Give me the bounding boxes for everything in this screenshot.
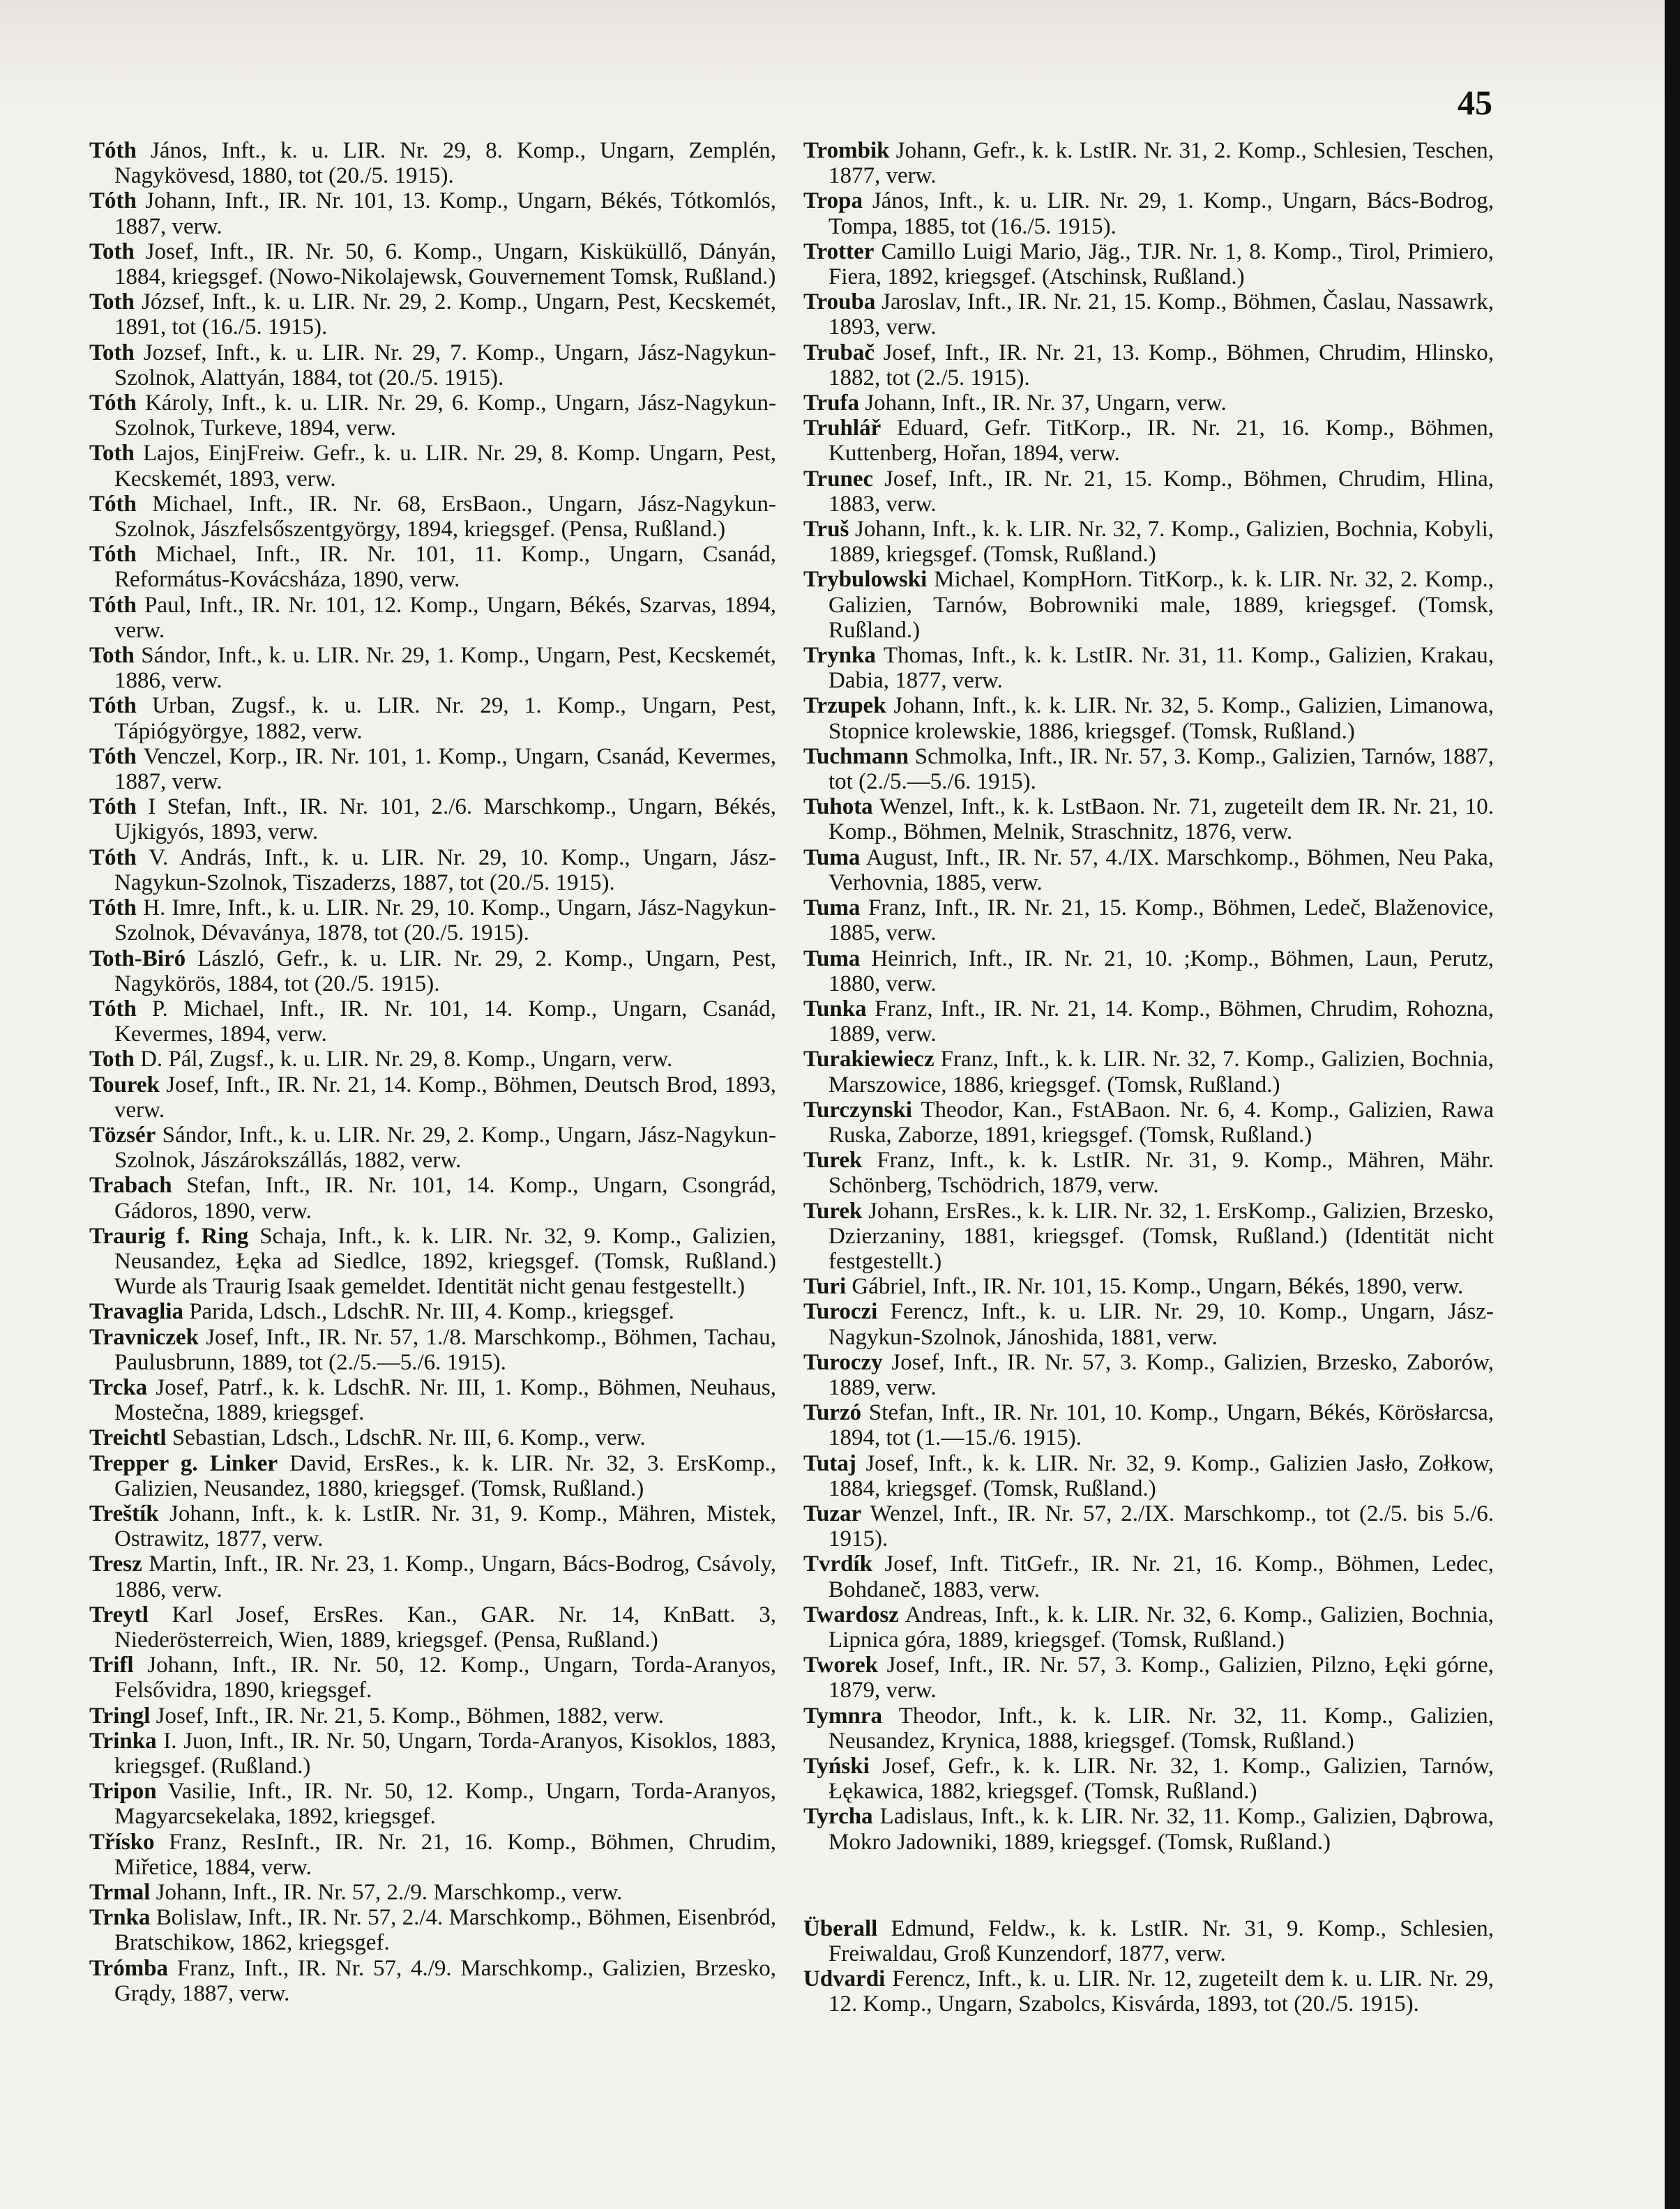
entry-surname: Toth: [89, 643, 135, 669]
right-column: [803, 138, 1494, 2017]
entry-surname: Trcka: [89, 1374, 148, 1400]
list-entry: [803, 1551, 1494, 1602]
entry-surname: Trufa: [803, 390, 860, 416]
entry-surname: Twardosz: [803, 1602, 899, 1627]
list-entry: [803, 1754, 1494, 1804]
list-entry: [89, 1729, 776, 1779]
list-entry: [803, 1199, 1494, 1275]
entry-surname: Toth: [89, 441, 135, 466]
list-entry: [89, 794, 776, 844]
entry-surname: Travaglia: [89, 1299, 184, 1325]
entry-details: Paul, Inft., IR. Nr. 101, 12. Komp., Ungarn, Békés, Szarvas, 1894, verw.: [114, 592, 777, 643]
entry-details: Venczel, Korp., IR. Nr. 101, 1. Komp., Ungarn, Csanád, Kevermes, 1887, verw.: [114, 743, 777, 795]
entry-surname: Treytl: [89, 1602, 149, 1627]
entry-surname: Trzupek: [803, 693, 886, 719]
entry-details: Ladislaus, Inft., k. k. LIR. Nr. 32, 11. Komp., Galizien, Dąbrowa, Mokro Jadowniki, 1889, kriegsgef. (Tomsk, Rußland.): [828, 1804, 1494, 1855]
list-entry: [803, 1047, 1494, 1097]
entry-surname: Tringl: [89, 1703, 151, 1729]
entry-surname: Tuma: [803, 844, 861, 870]
list-entry: [89, 1703, 776, 1729]
entry-surname: Turek: [803, 1148, 863, 1174]
list-entry: [803, 1966, 1494, 2017]
entry-details: Franz, Inft., k. k. LstIR. Nr. 31, 9. Komp., Mähren, Mähr. Schönberg, Tschödrich, 1879, verw.: [828, 1148, 1494, 1199]
entry-surname: Tripon: [89, 1779, 157, 1805]
list-entry: [803, 138, 1494, 188]
entry-surname: Tuzar: [803, 1501, 862, 1526]
entry-surname: Tóth: [89, 693, 137, 719]
entry-surname: Tóth: [89, 794, 137, 820]
list-entry: [803, 466, 1494, 517]
entry-details: Stefan, Inft., IR. Nr. 101, 10. Komp., Ungarn, Békés, Körösłarcsa, 1894, tot (1.—15./6. 1915).: [828, 1400, 1494, 1451]
list-entry: [89, 1325, 776, 1375]
left-column: [89, 138, 776, 2006]
entry-surname: Tworek: [803, 1653, 878, 1678]
list-entry: [803, 416, 1494, 466]
list-entry: [89, 1602, 776, 1653]
entry-surname: Toth: [89, 289, 135, 315]
entry-surname: Trifl: [89, 1653, 134, 1678]
list-entry: [803, 1350, 1494, 1400]
entry-details: Thomas, Inft., k. k. LstIR. Nr. 31, 11. Komp., Galizien, Krakau, Dabia, 1877, verw.: [828, 643, 1494, 694]
entry-details: Johann, Inft., IR. Nr. 57, 2./9. Marschkomp., verw.: [156, 1880, 623, 1906]
entry-details: Michael, Inft., IR. Nr. 68, ErsBaon., Ungarn, Jász-Nagykun-Szolnok, Jászfelsőszentgyörgy, 1894, kriegsgef. (Pensa, Rußland.): [114, 491, 776, 542]
list-entry: [89, 1830, 776, 1880]
entry-surname: Trybulowski: [803, 567, 928, 593]
entry-details: Franz, Inft., k. k. LIR. Nr. 32, 7. Komp., Galizien, Bochnia, Marszowice, 1886, kriegsgef. (Tomsk, Rußland.): [828, 1047, 1494, 1098]
entry-details: Gábriel, Inft., IR. Nr. 101, 15. Komp., Ungarn, Békés, 1890, verw.: [852, 1274, 1464, 1300]
list-entry: [89, 1299, 776, 1324]
entry-surname: Tuhota: [803, 794, 873, 820]
list-entry: [803, 239, 1494, 289]
list-entry: [803, 1148, 1494, 1198]
list-entry: [89, 1956, 776, 2006]
entry-surname: Trunec: [803, 466, 874, 492]
entry-details: Josef, Inft., IR. Nr. 21, 14. Komp., Böhmen, Deutsch Brod, 1893, verw.: [114, 1072, 777, 1123]
entry-details: Josef, Inft., k. k. LIR. Nr. 32, 9. Komp., Galizien Jasło, Zołkow, 1884, kriegsgef. (Tomsk, Rußland.): [828, 1450, 1494, 1501]
entry-surname: Tuma: [803, 946, 861, 971]
list-entry: [89, 845, 776, 895]
entry-surname: Trmal: [89, 1880, 151, 1906]
entry-details: Theodor, Inft., k. k. LIR. Nr. 32, 11. Komp., Galizien, Neusandez, Krynica, 1888, kriegsgef. (Tomsk, Rußland.): [828, 1703, 1494, 1754]
entry-surname: Trabach: [89, 1173, 172, 1199]
list-entry: [89, 542, 776, 592]
list-entry: [803, 996, 1494, 1047]
entry-details: Martin, Inft., IR. Nr. 23, 1. Komp., Ungarn, Bács-Bodrog, Csávoly, 1886, verw.: [114, 1551, 777, 1602]
entry-surname: Tresz: [89, 1551, 142, 1577]
list-entry: [89, 340, 776, 390]
entry-surname: Trubač: [803, 340, 875, 365]
entry-details: Sándor, Inft., k. u. LIR. Nr. 29, 2. Komp., Ungarn, Jász-Nagykun-Szolnok, Jászárokszállás, 1882, verw.: [114, 1122, 776, 1174]
entry-surname: Treichtl: [89, 1425, 167, 1451]
entry-surname: Tóth: [89, 996, 137, 1022]
letter-section-gap: [803, 1855, 1494, 1916]
list-entry: [803, 845, 1494, 895]
list-entry: [89, 138, 776, 188]
entry-details: I. Juon, Inft., IR. Nr. 50, Ungarn, Torda-Aranyos, Kisoklos, 1883, kriegsgef. (Rußland.): [114, 1728, 776, 1779]
entry-details: Johann, Inft., IR. Nr. 37, Ungarn, verw.: [865, 390, 1227, 416]
entry-details: Michael, KompHorn. TitKorp., k. k. LIR. Nr. 32, 2. Komp., Galizien, Tarnów, Bobrowniki male, 1889, kriegsgef. (Tomsk, Rußland.): [828, 567, 1494, 643]
entry-details: Johann, Gefr., k. k. LstIR. Nr. 31, 2. Komp., Schlesien, Teschen, 1877, verw.: [828, 138, 1494, 189]
entry-details: Eduard, Gefr. TitKorp., IR. Nr. 21, 16. Komp., Böhmen, Kuttenberg, Hořan, 1894, verw.: [828, 416, 1494, 466]
entry-details: P. Michael, Inft., IR. Nr. 101, 14. Komp., Ungarn, Csanád, Kevermes, 1894, verw.: [114, 996, 777, 1047]
entry-details: Franz, Inft., IR. Nr. 57, 4./9. Marschkomp., Galizien, Brzesko, Grądy, 1887, verw.: [114, 1955, 776, 2006]
list-entry: [89, 1779, 776, 1829]
list-entry: [89, 946, 776, 996]
entry-surname: Tóth: [89, 390, 137, 416]
list-entry: [803, 643, 1494, 693]
list-entry: [89, 895, 776, 946]
entry-surname: Traurig f. Ring: [89, 1223, 249, 1249]
entry-surname: Trnka: [89, 1905, 151, 1931]
entry-details: August, Inft., IR. Nr. 57, 4./IX. Marschkomp., Böhmen, Neu Paka, Verhovnia, 1885, verw.: [828, 844, 1494, 895]
entry-surname: Tymnra: [803, 1703, 883, 1729]
entry-surname: Tóth: [89, 844, 137, 870]
entry-details: Josef, Inft., IR. Nr. 21, 15. Komp., Böhmen, Chrudim, Hlina, 1883, verw.: [828, 466, 1494, 517]
entry-surname: Tóth: [89, 743, 137, 769]
entry-details: V. András, Inft., k. u. LIR. Nr. 29, 10. Komp., Ungarn, Jász-Nagykun-Szolnok, Tiszaderzs, 1887, tot (20./5. 1915).: [114, 844, 777, 895]
list-entry: [803, 946, 1494, 996]
list-entry: [89, 1501, 776, 1551]
entry-details: Camillo Luigi Mario, Jäg., TJR. Nr. 1, 8. Komp., Tirol, Primiero, Fiera, 1892, kriegsgef. (Atschinsk, Rußland.): [828, 238, 1494, 290]
list-entry: [89, 1173, 776, 1223]
entry-details: Sebastian, Ldsch., LdschR. Nr. III, 6. Komp., verw.: [172, 1425, 646, 1451]
entry-surname: Udvardi: [803, 1966, 886, 1992]
entry-details: Johann, Inft., IR. Nr. 101, 13. Komp., Ungarn, Békés, Tótkomlós, 1887, verw.: [114, 188, 776, 239]
entry-surname: Turakiewiecz: [803, 1047, 934, 1072]
entry-surname: Turczynski: [803, 1097, 912, 1123]
list-entry: [803, 1274, 1494, 1299]
entry-details: Franz, Inft., IR. Nr. 21, 14. Komp., Böhmen, Chrudim, Rohozna, 1889, verw.: [828, 996, 1494, 1047]
entry-surname: Tóth: [89, 188, 137, 214]
list-entry: [89, 1425, 776, 1450]
entry-details: Johann, Inft., k. k. LstIR. Nr. 31, 9. Komp., Mähren, Mistek, Ostrawitz, 1877, verw.: [114, 1501, 777, 1552]
list-entry: [803, 1400, 1494, 1450]
entry-details: Károly, Inft., k. u. LIR. Nr. 29, 6. Komp., Ungarn, Jász-Nagykun-Szolnok, Turkeve, 1894, verw.: [114, 390, 777, 441]
entry-surname: Tunka: [803, 996, 867, 1022]
entry-surname: Třísko: [89, 1829, 155, 1855]
list-entry: [803, 1299, 1494, 1349]
list-entry: [89, 1880, 776, 1905]
entry-details: Schmolka, Inft., IR. Nr. 57, 3. Komp., Galizien, Tarnów, 1887, tot (2./5.—5./6. 1915).: [828, 743, 1494, 795]
entry-surname: Toth-Biró: [89, 946, 186, 971]
entry-details: Johann, ErsRes., k. k. LIR. Nr. 32, 1. ErsKomp., Galizien, Brzesko, Dzierzaniny, 1881, kriegsgef. (Tomsk, Rußland.) (Identität nicht festgestellt.): [828, 1198, 1494, 1274]
scan-edge: [1665, 0, 1680, 2209]
entry-surname: Tóth: [89, 542, 137, 568]
entry-details: Bolislaw, Inft., IR. Nr. 57, 2./4. Marschkomp., Böhmen, Eisenbród, Bratschikow, 1862, kriegsgef.: [114, 1905, 776, 1956]
list-entry: [803, 1804, 1494, 1854]
entry-details: Josef, Patrf., k. k. LdschR. Nr. III, 1. Komp., Böhmen, Neuhaus, Mostečna, 1889, kriegsgef.: [114, 1374, 776, 1426]
list-entry: [803, 794, 1494, 844]
entry-details: Josef, Inft., IR. Nr. 57, 3. Komp., Galizien, Pilzno, Łęki górne, 1879, verw.: [828, 1653, 1494, 1703]
entry-details: Wenzel, Inft., k. k. LstBaon. Nr. 71, zugeteilt dem IR. Nr. 21, 10. Komp., Böhmen, Melnik, Straschnitz, 1876, verw.: [828, 794, 1494, 845]
list-entry: [803, 693, 1494, 743]
entry-details: Michael, Inft., IR. Nr. 101, 11. Komp., Ungarn, Csanád, Református-Kovácsháza, 1890, verw.: [114, 542, 776, 593]
entry-surname: Tóth: [89, 138, 137, 163]
entry-surname: Turoczy: [803, 1349, 883, 1375]
entry-surname: Travniczek: [89, 1324, 199, 1350]
list-entry: [89, 239, 776, 289]
entry-details: Ferencz, Inft., k. u. LIR. Nr. 29, 10. Komp., Ungarn, Jász-Nagykun-Szolnok, Jánoshida, 1881, verw.: [828, 1299, 1494, 1350]
entry-surname: Trynka: [803, 643, 876, 669]
entry-details: Josef, Inft., IR. Nr. 57, 1./8. Marschkomp., Böhmen, Tachau, Paulusbrunn, 1889, tot (2./5.—5./6. 1915).: [114, 1324, 777, 1375]
entry-details: Heinrich, Inft., IR. Nr. 21, 10. ;Komp., Böhmen, Laun, Perutz, 1880, verw.: [828, 946, 1494, 996]
entry-details: Josef, Inft., IR. Nr. 21, 13. Komp., Böhmen, Chrudim, Hlinsko, 1882, tot (2./5. 1915).: [828, 340, 1494, 390]
entry-surname: Treštík: [89, 1501, 159, 1526]
list-entry: [89, 390, 776, 441]
list-entry: [803, 390, 1494, 416]
entry-surname: Tuma: [803, 895, 861, 921]
entry-surname: Überall: [803, 1915, 878, 1941]
list-entry: [803, 1653, 1494, 1703]
entry-surname: Turek: [803, 1198, 863, 1224]
entry-details: Jaroslav, Inft., IR. Nr. 21, 15. Komp., Böhmen, Časlau, Nassawrk, 1893, verw.: [828, 289, 1494, 340]
entry-surname: Trepper g. Linker: [89, 1450, 278, 1476]
list-entry: [803, 1703, 1494, 1754]
entry-details: Schaja, Inft., k. k. LIR. Nr. 32, 9. Komp., Galizien, Neusandez, Łęka ad Siedlce, 1892, kriegsgef. (Tomsk, Rußland.) Wurde als Traurig Isaak gemeldet. Identität nicht genau festgestellt.): [114, 1223, 777, 1300]
entry-details: Parida, Ldsch., LdschR. Nr. III, 4. Komp., kriegsgef.: [189, 1299, 674, 1325]
entry-details: Josef, Gefr., k. k. LIR. Nr. 32, 1. Komp., Galizien, Tarnów, Łękawica, 1882, kriegsgef. (Tomsk, Rußland.): [828, 1754, 1494, 1805]
entry-surname: Toth: [89, 1047, 135, 1072]
entry-details: Urban, Zugsf., k. u. LIR. Nr. 29, 1. Komp., Ungarn, Pest, Tápiógyörgye, 1882, verw.: [114, 693, 777, 744]
entry-details: Jozsef, Inft., k. u. LIR. Nr. 29, 7. Komp., Ungarn, Jász-Nagykun-Szolnok, Alattyán, 1884, tot (20./5. 1915).: [114, 340, 776, 390]
list-entry: [89, 1375, 776, 1425]
entry-surname: Tóth: [89, 592, 137, 618]
entry-surname: Tóth: [89, 491, 137, 517]
list-entry: [89, 1905, 776, 1955]
entry-surname: Tóth: [89, 895, 137, 921]
entry-surname: Trombik: [803, 138, 890, 163]
entry-details: Josef, Inft. TitGefr., IR. Nr. 21, 16. Komp., Böhmen, Ledec, Bohdaneč, 1883, verw.: [828, 1551, 1494, 1602]
list-entry: [89, 1551, 776, 1602]
entry-details: Josef, Inft., IR. Nr. 57, 3. Komp., Galizien, Brzesko, Zaborów, 1889, verw.: [828, 1349, 1494, 1400]
entry-surname: Truš: [803, 517, 849, 542]
list-entry: [89, 1224, 776, 1300]
list-entry: [89, 1072, 776, 1123]
list-entry: [803, 1501, 1494, 1551]
entry-surname: Tyrcha: [803, 1804, 873, 1830]
list-entry: [803, 895, 1494, 946]
entry-details: Lajos, EinjFreiw. Gefr., k. u. LIR. Nr. 29, 8. Komp. Ungarn, Pest, Kecskemét, 1893, verw.: [114, 441, 776, 492]
entry-surname: Tözsér: [89, 1122, 156, 1148]
list-entry: [89, 441, 776, 491]
list-entry: [803, 340, 1494, 390]
list-entry: [89, 643, 776, 693]
entry-details: David, ErsRes., k. k. LIR. Nr. 32, 3. ErsKomp., Galizien, Neusandez, 1880, kriegsgef. (Tomsk, Rußland.): [114, 1450, 776, 1501]
entry-surname: Trinka: [89, 1728, 157, 1754]
entry-details: Josef, Inft., IR. Nr. 21, 5. Komp., Böhmen, 1882, verw.: [156, 1703, 665, 1729]
list-entry: [89, 492, 776, 542]
list-entry: [89, 693, 776, 743]
list-entry: [89, 1123, 776, 1173]
list-entry: [803, 1916, 1494, 1966]
entry-details: Karl Josef, ErsRes. Kan., GAR. Nr. 14, KnBatt. 3, Niederösterreich, Wien, 1889, kriegsgef. (Pensa, Rußland.): [114, 1602, 776, 1653]
right-column-entries-u: [803, 1916, 1494, 2017]
entry-surname: Tourek: [89, 1072, 160, 1098]
entry-details: Andreas, Inft., k. k. LIR. Nr. 32, 6. Komp., Galizien, Bochnia, Lipnica góra, 1889, kriegsgef. (Tomsk, Rußland.): [828, 1602, 1494, 1653]
entry-surname: Trouba: [803, 289, 876, 315]
entry-details: I Stefan, Inft., IR. Nr. 101, 2./6. Marschkomp., Ungarn, Békés, Ujkigyós, 1893, verw.: [114, 794, 776, 845]
entry-details: János, Inft., k. u. LIR. Nr. 29, 1. Komp., Ungarn, Bács-Bodrog, Tompa, 1885, tot (16./5. 1915).: [828, 188, 1494, 239]
entry-details: Johann, Inft., k. k. LIR. Nr. 32, 7. Komp., Galizien, Bochnia, Kobyli, 1889, kriegsgef. (Tomsk, Rußland.): [828, 517, 1494, 568]
entry-details: Ferencz, Inft., k. u. LIR. Nr. 12, zugeteilt dem k. u. LIR. Nr. 29, 12. Komp., Ungarn, Szabolcs, Kisvárda, 1893, tot (20./5. 1915).: [828, 1966, 1494, 2017]
list-entry: [803, 1602, 1494, 1653]
list-entry: [89, 744, 776, 794]
entry-surname: Turzó: [803, 1400, 862, 1426]
entry-details: Franz, Inft., IR. Nr. 21, 15. Komp., Böhmen, Ledeč, Blaženovice, 1885, verw.: [828, 895, 1494, 946]
page-number: 45: [1458, 83, 1492, 122]
right-column-entries: [803, 138, 1494, 1855]
entry-surname: Turi: [803, 1274, 847, 1300]
list-entry: [89, 996, 776, 1047]
list-entry: [89, 289, 776, 340]
entry-surname: Tuchmann: [803, 743, 909, 769]
list-entry: [89, 188, 776, 238]
entry-details: János, Inft., k. u. LIR. Nr. 29, 8. Komp., Ungarn, Zemplén, Nagykövesd, 1880, tot (20./5. 1915).: [114, 138, 776, 189]
entry-details: Wenzel, Inft., IR. Nr. 57, 2./IX. Marschkomp., tot (2./5. bis 5./6. 1915).: [828, 1501, 1494, 1552]
entry-details: Stefan, Inft., IR. Nr. 101, 14. Komp., Ungarn, Csongrád, Gádoros, 1890, verw.: [114, 1173, 776, 1224]
entry-details: Johann, Inft., k. k. LIR. Nr. 32, 5. Komp., Galizien, Limanowa, Stopnice krolewskie, 1886, kriegsgef. (Tomsk, Rußland.): [828, 693, 1494, 744]
entry-details: Sándor, Inft., k. u. LIR. Nr. 29, 1. Komp., Ungarn, Pest, Kecskemét, 1886, verw.: [114, 643, 776, 694]
entry-surname: Tropa: [803, 188, 863, 214]
list-entry: [803, 1451, 1494, 1501]
list-entry: [89, 1451, 776, 1501]
entry-details: Edmund, Feldw., k. k. LstIR. Nr. 31, 9. Komp., Schlesien, Freiwaldau, Groß Kunzendorf, 1877, verw.: [828, 1915, 1494, 1967]
entry-details: D. Pál, Zugsf., k. u. LIR. Nr. 29, 8. Komp., Ungarn, verw.: [140, 1047, 673, 1072]
list-entry: [803, 517, 1494, 567]
list-entry: [89, 1047, 776, 1072]
entry-surname: Tyński: [803, 1754, 870, 1779]
entry-details: Johann, Inft., IR. Nr. 50, 12. Komp., Ungarn, Torda-Aranyos, Felsővidra, 1890, kriegsgef.: [114, 1653, 777, 1703]
list-entry: [803, 1098, 1494, 1148]
entry-surname: Tutaj: [803, 1450, 856, 1476]
entry-surname: Truhlář: [803, 416, 881, 441]
entry-surname: Toth: [89, 238, 135, 264]
entry-details: József, Inft., k. u. LIR. Nr. 29, 2. Komp., Ungarn, Pest, Kecskemét, 1891, tot (16./5. 1915).: [114, 289, 776, 340]
entry-details: H. Imre, Inft., k. u. LIR. Nr. 29, 10. Komp., Ungarn, Jász-Nagykun-Szolnok, Dévaványa, 1878, tot (20./5. 1915).: [114, 895, 776, 946]
entry-surname: Tvrdík: [803, 1551, 873, 1577]
list-entry: [89, 593, 776, 643]
list-entry: [803, 567, 1494, 643]
entry-details: Franz, ResInft., IR. Nr. 21, 16. Komp., Böhmen, Chrudim, Miřetice, 1884, verw.: [114, 1829, 776, 1880]
list-entry: [803, 744, 1494, 794]
entry-surname: Trómba: [89, 1955, 169, 1981]
entry-surname: Toth: [89, 340, 135, 365]
list-entry: [803, 289, 1494, 340]
entry-details: László, Gefr., k. u. LIR. Nr. 29, 2. Komp., Ungarn, Pest, Nagykörös, 1884, tot (20./5. 1915).: [114, 946, 776, 996]
entry-surname: Turoczi: [803, 1299, 878, 1325]
entry-details: Josef, Inft., IR. Nr. 50, 6. Komp., Ungarn, Kisküküllő, Dányán, 1884, kriegsgef. (Nowo-Nikolajewsk, Gouvernement Tomsk, Rußland.): [114, 238, 777, 290]
entry-surname: Trotter: [803, 238, 875, 264]
list-entry: [803, 188, 1494, 238]
entry-details: Theodor, Kan., FstABaon. Nr. 6, 4. Komp., Galizien, Rawa Ruska, Zaborze, 1891, kriegsgef. (Tomsk, Rußland.): [828, 1097, 1494, 1148]
list-entry: [89, 1653, 776, 1703]
entry-details: Vasilie, Inft., IR. Nr. 50, 12. Komp., Ungarn, Torda-Aranyos, Magyarcsekelaka, 1892, kriegsgef.: [114, 1779, 776, 1830]
